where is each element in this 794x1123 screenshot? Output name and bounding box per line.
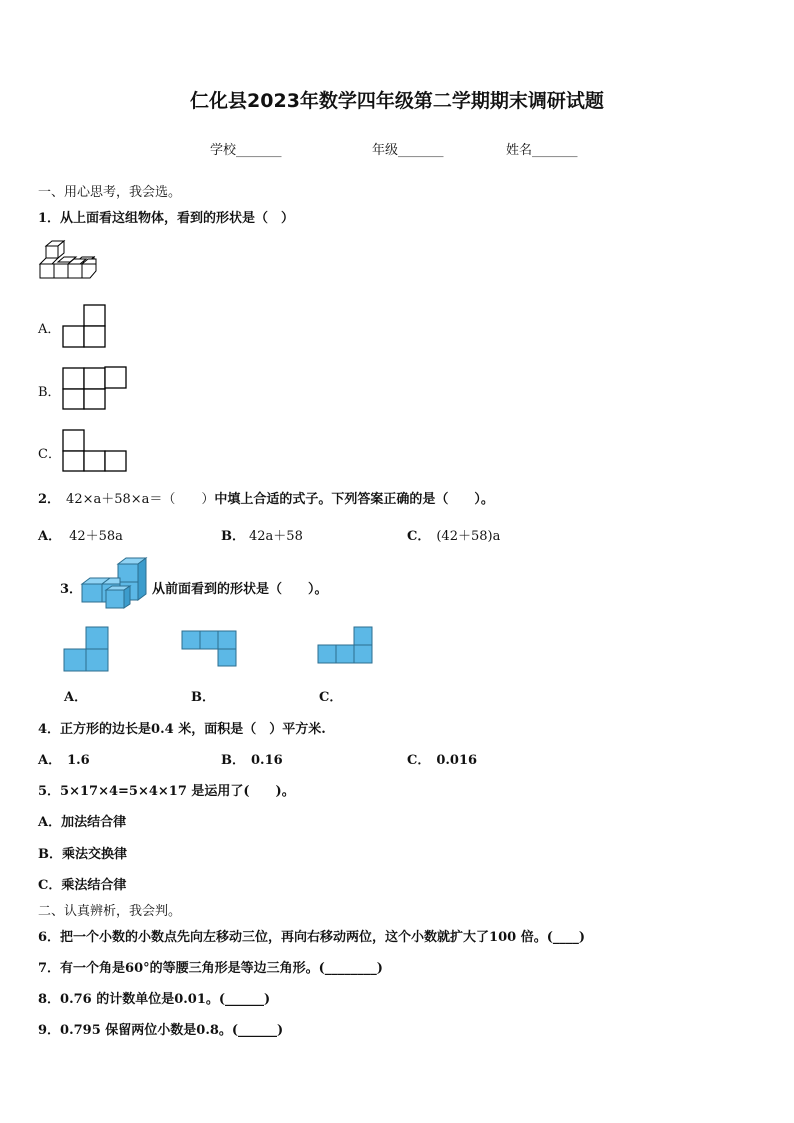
school-field[interactable]: 学校_______ xyxy=(210,143,282,158)
question-7: 7．有一个角是60°的等腰三角形是等边三角形。(________) xyxy=(38,961,383,976)
q1-option-a-shape xyxy=(63,304,107,348)
grade-field[interactable]: 年级_______ xyxy=(372,143,444,158)
q5-option-c[interactable]: C．乘法结合律 xyxy=(38,878,127,893)
q2-option-a-value: 42＋58a xyxy=(69,529,123,544)
q5-option-a[interactable]: A．加法结合律 xyxy=(38,815,127,830)
question-1: 1．从上面看这组物体，看到的形状是（ ） xyxy=(38,211,295,226)
q2-option-b-value: 42a＋58 xyxy=(249,529,303,544)
question-9: 9．0.795 保留两位小数是0.8。(______) xyxy=(38,1023,284,1038)
q2-option-b[interactable] xyxy=(221,525,303,544)
q4-option-a-label: A． xyxy=(38,753,62,768)
q4-option-c-value: 0.016 xyxy=(436,753,478,768)
q3-option-a[interactable]: A． xyxy=(64,690,88,705)
question-2-text: 中填上合适的式子。下列答案正确的是（ ）。 xyxy=(214,492,494,507)
question-3-number: 3． xyxy=(60,582,83,597)
q2-option-c-value: (42＋58)a xyxy=(436,529,501,544)
q3-option-a-shape xyxy=(64,626,112,672)
q1-option-c-shape xyxy=(63,429,129,473)
q2-option-b-label: B． xyxy=(221,529,245,544)
q4-option-b-value: 0.16 xyxy=(251,753,283,768)
page-title: 仁化县2023年数学四年级第二学期期末调研试题 xyxy=(190,90,604,112)
q4-option-c[interactable] xyxy=(407,749,477,768)
q1-option-c[interactable]: C． xyxy=(38,447,61,462)
q4-option-b-label: B． xyxy=(221,753,245,768)
q5-option-b[interactable]: B．乘法交换律 xyxy=(38,847,127,862)
q3-option-b[interactable]: B． xyxy=(191,690,215,705)
q3-blue-cubes-figure xyxy=(80,556,152,610)
q1-option-b-shape xyxy=(63,367,129,411)
section-2-heading: 二、认真辨析，我会判。 xyxy=(38,904,182,919)
name-field[interactable]: 姓名_______ xyxy=(506,143,578,158)
q4-option-a[interactable] xyxy=(38,749,90,768)
question-2-expression: 42×a＋58×a＝（ ） xyxy=(66,492,215,507)
q4-option-a-value: 1.6 xyxy=(67,753,90,768)
question-8: 8．0.76 的计数单位是0.01。(______) xyxy=(38,992,271,1007)
q2-option-a[interactable] xyxy=(38,525,123,544)
question-4: 4．正方形的边长是0.4 米，面积是（ ）平方米. xyxy=(38,722,326,737)
question-6: 6．把一个小数的小数点先向左移动三位，再向右移动两位，这个小数就扩大了100 倍。(____) xyxy=(38,930,586,945)
q2-option-c-label: C． xyxy=(407,529,431,544)
question-2 xyxy=(38,488,494,507)
q1-option-b[interactable]: B． xyxy=(38,385,61,400)
question-2-number: 2． xyxy=(38,492,61,507)
q2-option-a-label: A． xyxy=(38,529,62,544)
q4-option-b[interactable] xyxy=(221,749,283,768)
question-5: 5．5×17×4=5×4×17 是运用了( )。 xyxy=(38,784,295,799)
q3-option-c[interactable]: C． xyxy=(319,690,343,705)
question-3-text: 从前面看到的形状是（ ）。 xyxy=(152,582,328,597)
q1-option-a[interactable]: A． xyxy=(38,322,61,337)
q4-option-c-label: C． xyxy=(407,753,431,768)
q2-option-c[interactable] xyxy=(407,525,500,544)
q1-cubes-figure xyxy=(38,240,102,286)
q3-option-b-shape xyxy=(182,630,238,668)
section-1-heading: 一、用心思考，我会选。 xyxy=(38,185,182,200)
q3-option-c-shape xyxy=(317,626,375,666)
